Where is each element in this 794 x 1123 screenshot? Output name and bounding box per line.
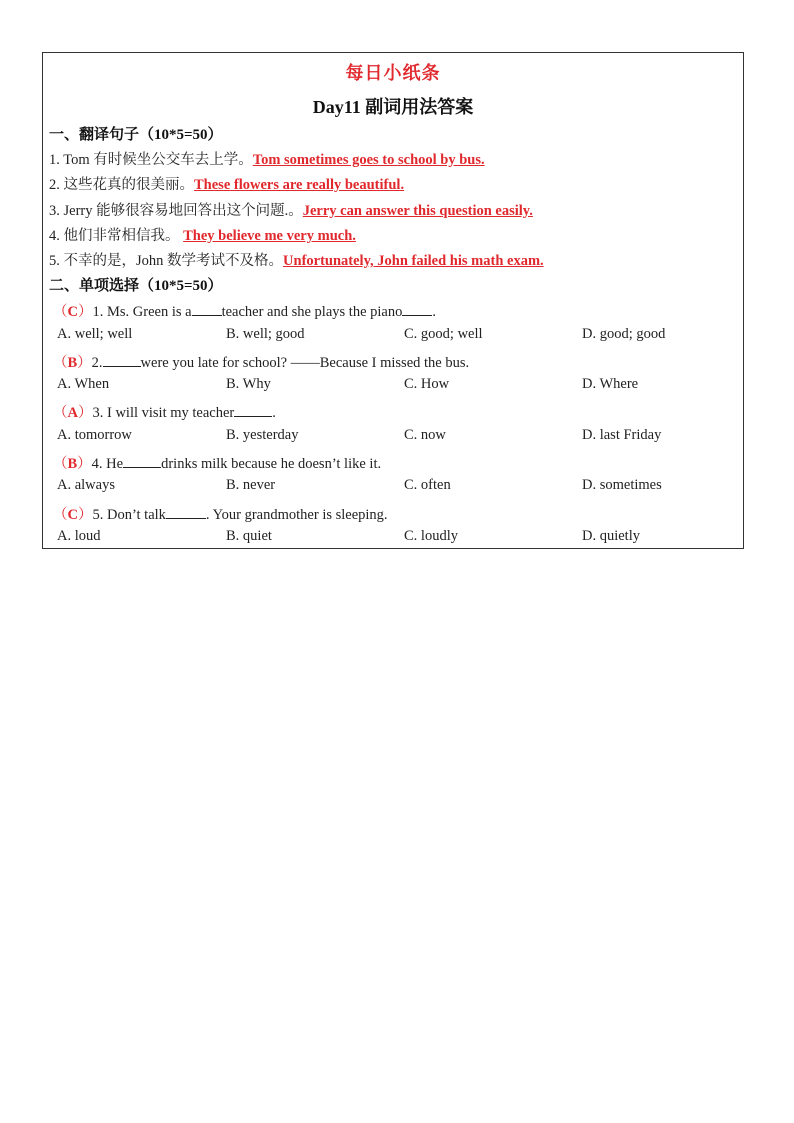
page-title: 每日小纸条 bbox=[345, 63, 441, 83]
option-b: B. yesterday bbox=[226, 427, 299, 443]
translation-answer: Unfortunately, John failed his math exam. bbox=[283, 253, 544, 269]
question-stem: （A）3. I will visit my teacher . bbox=[53, 405, 276, 421]
section-heading-translation: 一、翻译句子（10*5=50） bbox=[49, 127, 223, 143]
answer-blank bbox=[192, 303, 222, 316]
option-c: C. often bbox=[404, 477, 451, 493]
translation-answer: They believe me very much. bbox=[183, 228, 356, 244]
translation-prompt: 1. Tom 有时候坐公交车去上学。 bbox=[49, 152, 253, 168]
question-stem: （C）1. Ms. Green is a teacher and she plays the piano . bbox=[53, 304, 436, 320]
question-stem: （B）2. were you late for school? ——Because I missed the bus. bbox=[53, 355, 470, 371]
answer-letter: C bbox=[67, 507, 78, 523]
option-a: A. loud bbox=[57, 528, 101, 544]
answer-letter: C bbox=[67, 304, 78, 320]
answer-blank bbox=[103, 354, 141, 367]
option-a: A. tomorrow bbox=[57, 427, 132, 443]
answer-blank bbox=[402, 303, 432, 316]
question-stem: （B）4. He drinks milk because he doesn’t like it. bbox=[53, 456, 382, 472]
translation-item bbox=[49, 148, 485, 169]
option-b: B. never bbox=[226, 477, 276, 493]
option-d: D. quietly bbox=[582, 528, 640, 544]
answer-letter: A bbox=[67, 405, 78, 421]
translation-answer: Jerry can answer this question easily. bbox=[302, 203, 533, 219]
option-b: B. quiet bbox=[226, 528, 272, 544]
option-d: D. Where bbox=[582, 376, 639, 392]
translation-prompt: 4. 他们非常相信我。 bbox=[49, 228, 184, 244]
option-b: B. well; good bbox=[226, 326, 305, 342]
page-subtitle: Day11 副词用法答案 bbox=[312, 97, 474, 117]
option-c: C. now bbox=[404, 427, 446, 443]
translation-answer: These flowers are really beautiful. bbox=[194, 177, 405, 193]
option-a: A. When bbox=[57, 376, 110, 392]
answer-blank bbox=[123, 455, 161, 468]
option-b: B. Why bbox=[226, 376, 271, 392]
translation-prompt: 5. 不幸的是，John 数学考试不及格。 bbox=[49, 253, 284, 269]
option-c: C. How bbox=[404, 376, 450, 392]
translation-prompt: 3. Jerry 能够很容易地回答出这个问题.。 bbox=[49, 203, 303, 219]
answer-letter: B bbox=[67, 355, 78, 371]
translation-item bbox=[49, 173, 404, 194]
option-d: D. last Friday bbox=[582, 427, 662, 443]
option-d: D. sometimes bbox=[582, 477, 662, 493]
option-d: D. good; good bbox=[582, 326, 666, 342]
translation-item bbox=[49, 249, 544, 270]
translation-item bbox=[49, 199, 533, 220]
worksheet-box bbox=[42, 52, 744, 549]
section-heading-choice: 二、单项选择（10*5=50） bbox=[49, 278, 223, 294]
translation-item bbox=[49, 224, 356, 245]
option-c: C. good; well bbox=[404, 326, 483, 342]
translation-prompt: 2. 这些花真的很美丽。 bbox=[49, 177, 194, 193]
translation-answer: Tom sometimes goes to school by bus. bbox=[252, 152, 485, 168]
option-a: A. well; well bbox=[57, 326, 133, 342]
option-a: A. always bbox=[57, 477, 115, 493]
answer-blank bbox=[234, 404, 272, 417]
option-c: C. loudly bbox=[404, 528, 458, 544]
answer-letter: B bbox=[67, 456, 78, 472]
question-stem: （C）5. Don’t talk . Your grandmother is sleeping. bbox=[53, 507, 388, 523]
answer-blank bbox=[166, 506, 206, 519]
